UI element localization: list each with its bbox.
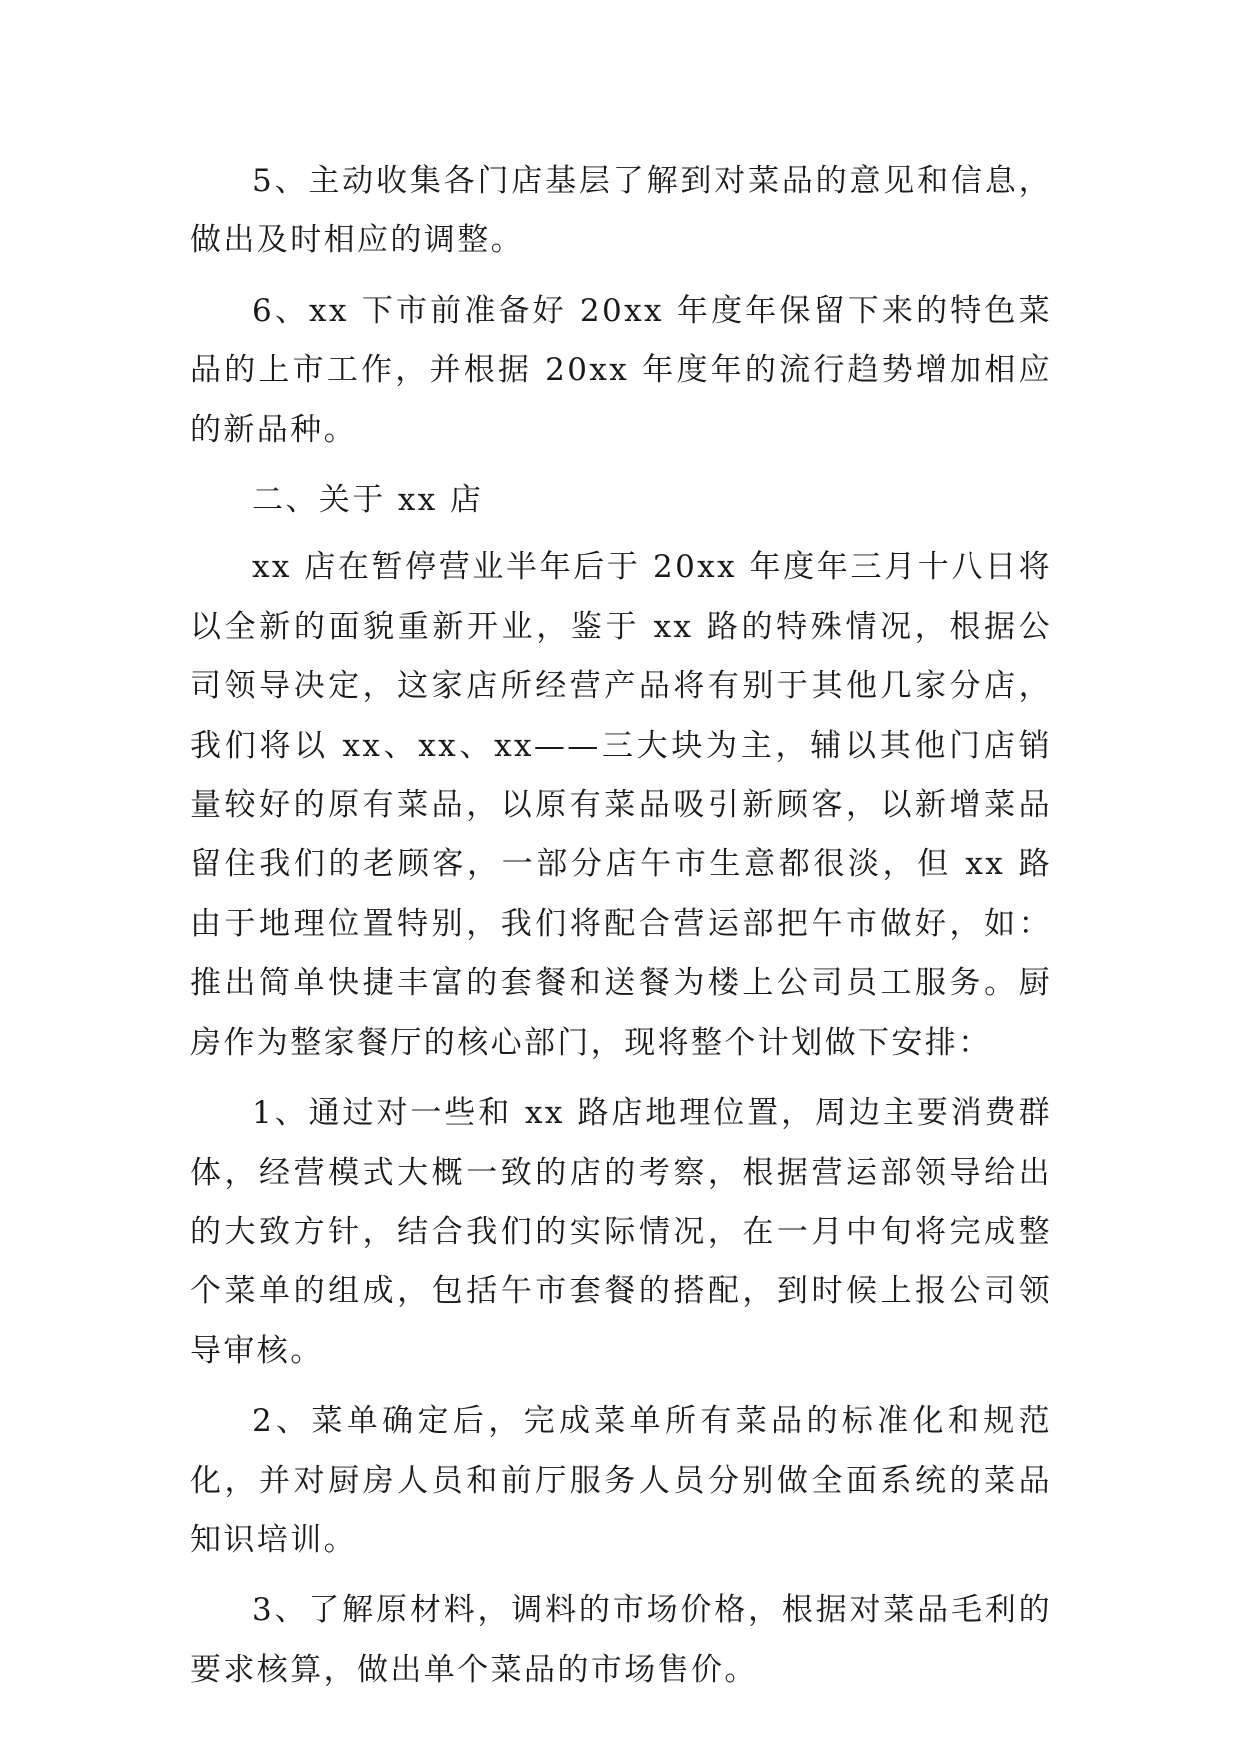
paragraph-item-5: 5、主动收集各门店基层了解到对菜品的意见和信息，做出及时相应的调整。 [190,163,1052,259]
paragraph-plan-2: 2、菜单确定后，完成菜单所有菜品的标准化和规范化，并对厨房人员和前厅服务人员分别做全面系统的菜品知识培训。 [190,1403,1052,1558]
paragraph-plan-3: 3、了解原材料，调料的市场价格，根据对菜品毛利的要求核算，做出单个菜品的市场售价。 [190,1592,1052,1688]
paragraph-item-6: 6、xx 下市前准备好 20xx 年度年保留下来的特色菜品的上市工作，并根据 20xx 年度年的流行趋势增加相应的新品种。 [190,292,1052,448]
paragraph-store-intro: xx 店在暂停营业半年后于 20xx 年度年三月十八日将以全新的面貌重新开业，鉴于 xx 路的特殊情况，根据公司领导决定，这家店所经营产品将有别于其他几家分店，我们将以 xx、xx、xx——三大块为主，辅以其他门店销量较好的原有菜品，以原有菜品吸引新顾客，以新增菜品留住我们的老顾客，一部分店午市生意都很淡，但 xx 路由于地理位置特别，我们将配合营运部把午市做好，如：推出简单快捷丰富的套餐和送餐为楼上公司员工服务。厨房作为整家餐厅的核心部门，现将整个计划做下安排： [190,549,1052,1061]
paragraph-plan-1: 1、通过对一些和 xx 路店地理位置，周边主要消费群体，经营模式大概一致的店的考察，根据营运部领导给出的大致方针，结合我们的实际情况，在一月中旬将完成整个菜单的组成，包括午市套餐的搭配，到时候上报公司领导审核。 [190,1095,1052,1369]
section-heading: 二、关于 xx 店 [252,482,484,519]
document-body [190,152,1052,1711]
